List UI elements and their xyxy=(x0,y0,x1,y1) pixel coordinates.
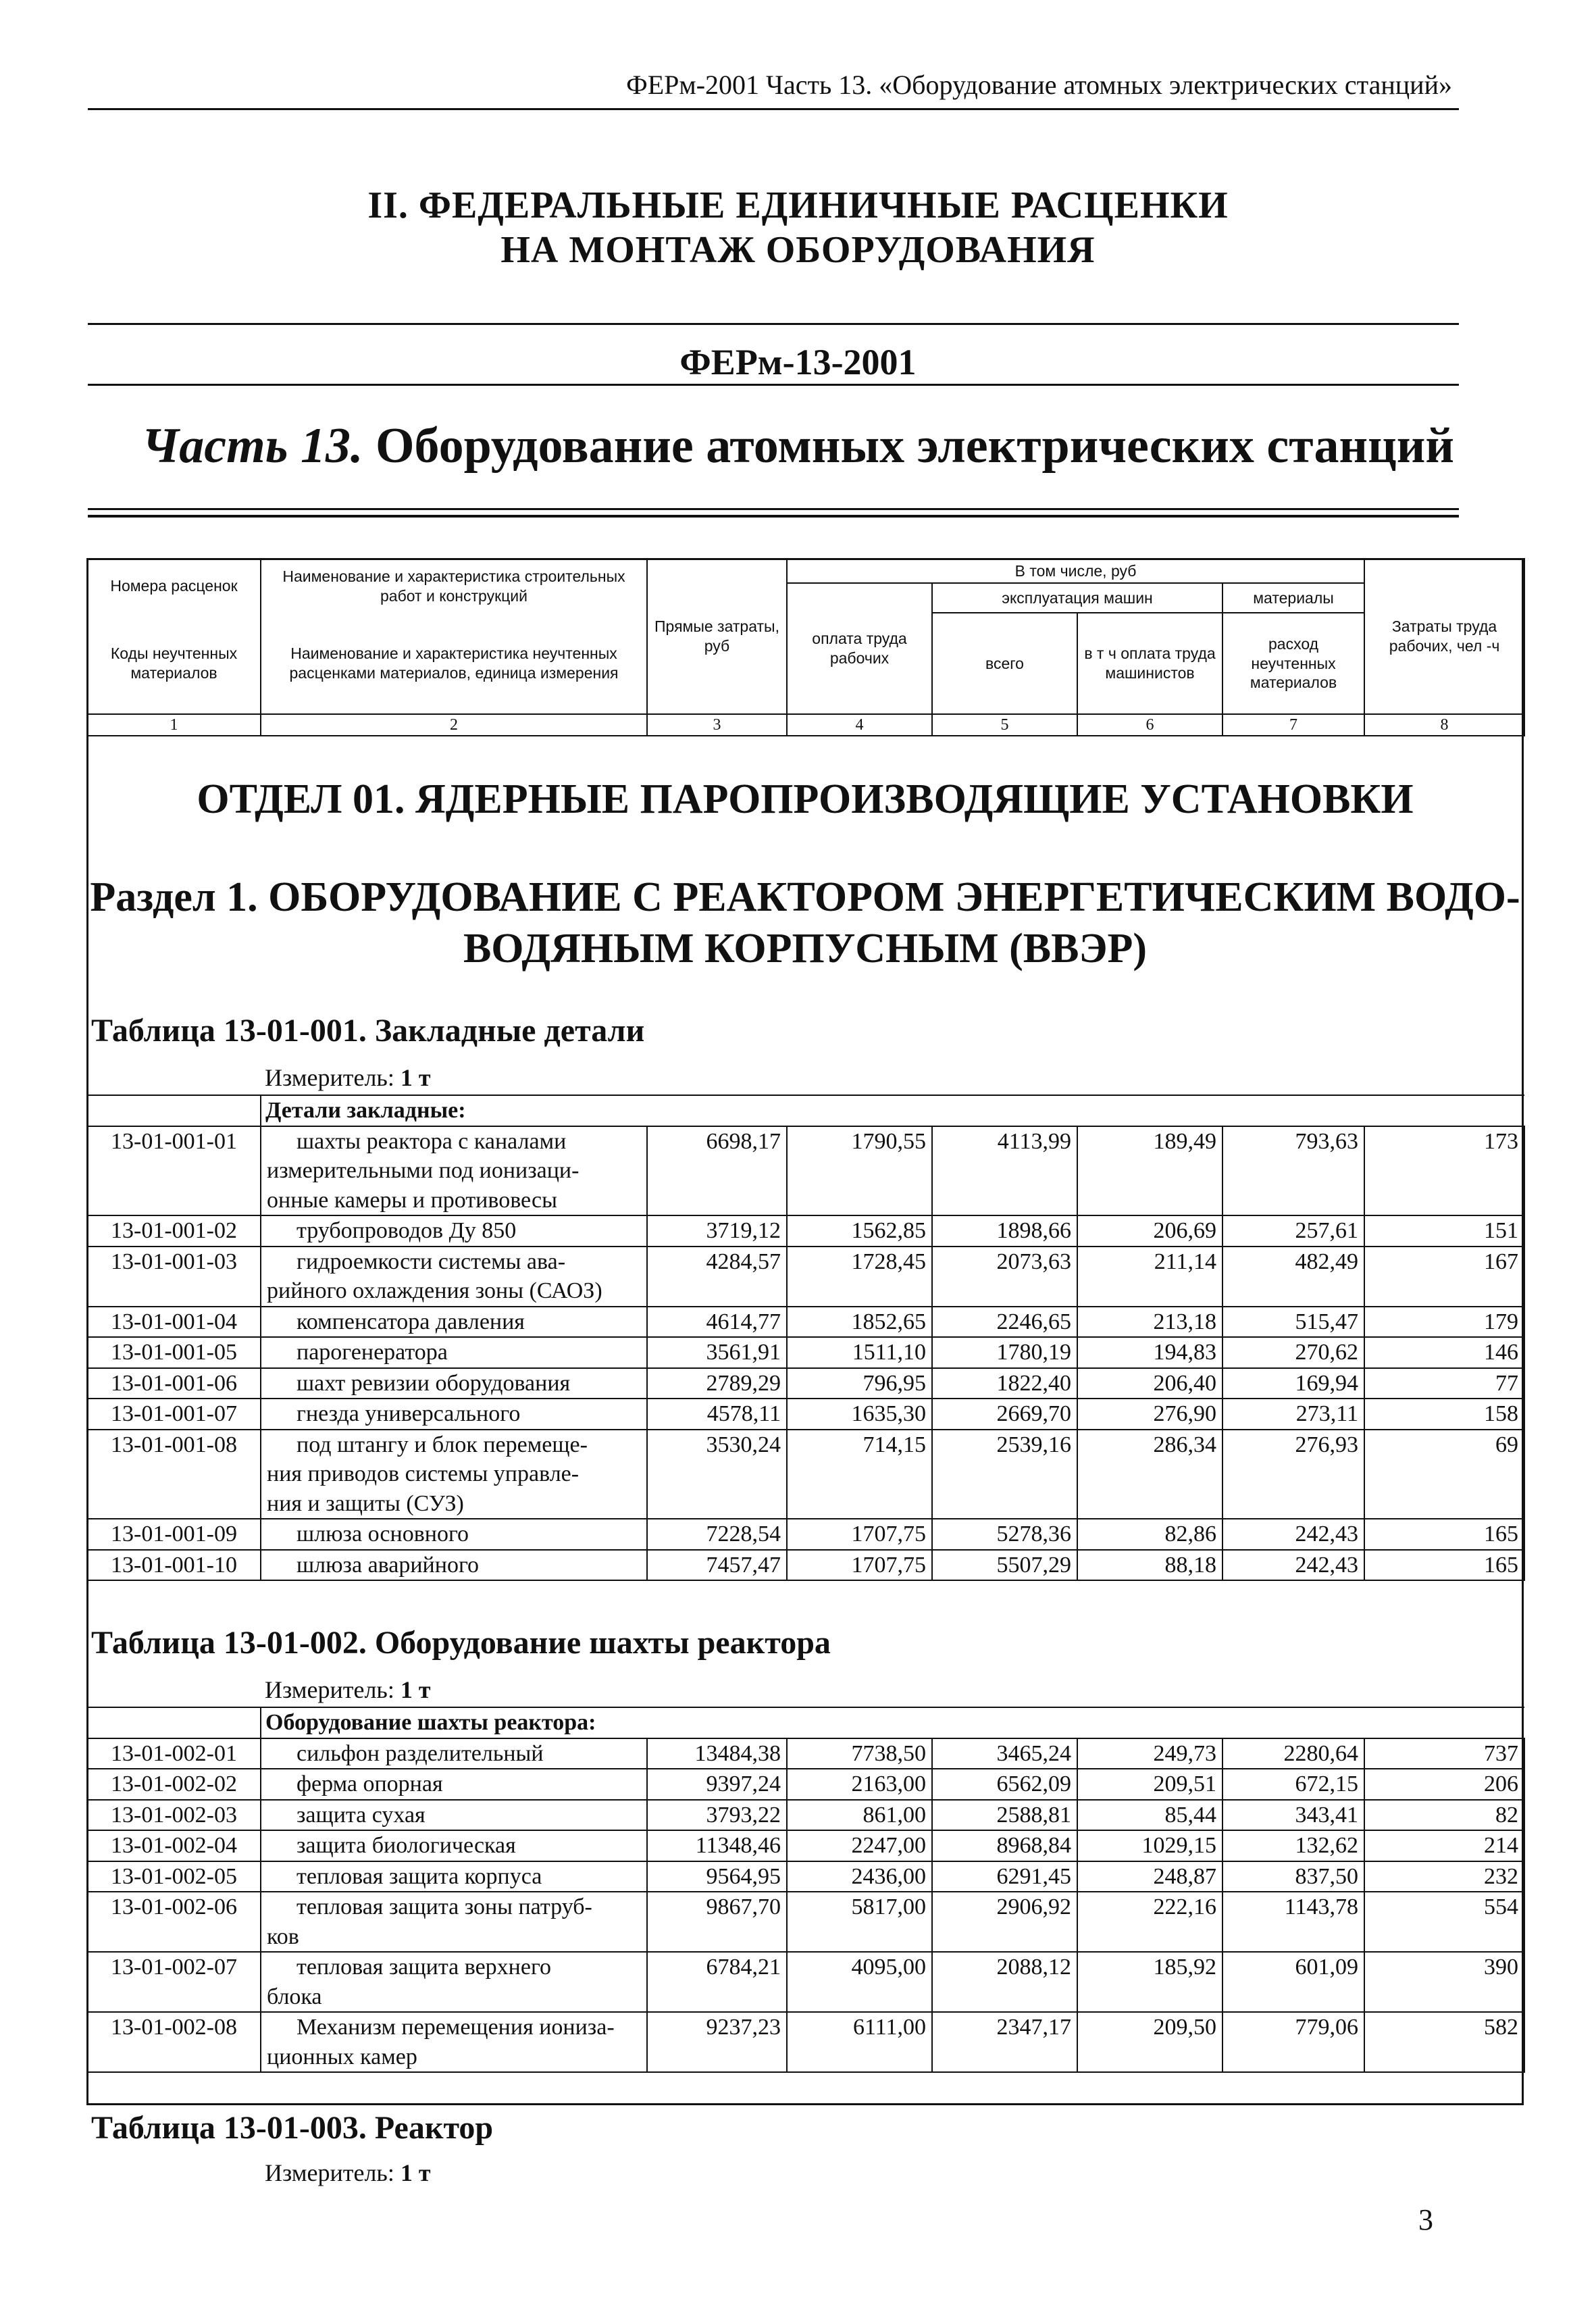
table-row xyxy=(87,1892,1524,1952)
rate-name xyxy=(261,1337,647,1368)
rate-code: 13-01-001-06 xyxy=(87,1368,261,1399)
value-direct: 3530,24 xyxy=(647,1430,787,1519)
value-mat: 601,09 xyxy=(1222,1952,1364,2012)
value-mach-labor: 222,16 xyxy=(1077,1892,1222,1952)
value-mach: 4113,99 xyxy=(932,1126,1077,1216)
rate-name-line: парогенератора xyxy=(297,1340,448,1365)
data-table-001 xyxy=(86,1095,1525,1581)
part-rule-2 xyxy=(88,515,1459,518)
value-hours: 582 xyxy=(1364,2012,1524,2072)
unit-003 xyxy=(265,2159,431,2187)
col-materials-sub: расход неучтенных материалов xyxy=(1222,613,1364,714)
value-mat: 1143,78 xyxy=(1222,1892,1364,1952)
group-heading: Оборудование шахты реактора: xyxy=(261,1707,1524,1738)
value-mach: 6291,45 xyxy=(932,1861,1077,1892)
rate-name xyxy=(261,1892,647,1952)
table-row xyxy=(87,1215,1524,1247)
unit-002 xyxy=(265,1676,431,1704)
rate-name xyxy=(261,1952,647,2012)
value-hours: 77 xyxy=(1364,1368,1524,1399)
value-hours: 173 xyxy=(1364,1126,1524,1216)
header-rule xyxy=(88,108,1459,110)
rate-code: 13-01-001-03 xyxy=(87,1247,261,1307)
table-row xyxy=(87,1519,1524,1550)
value-labor: 7738,50 xyxy=(787,1738,932,1769)
running-header: ФЕРм-2001 Часть 13. «Оборудование атомных электрических станций» xyxy=(626,70,1452,100)
rate-name xyxy=(261,1519,647,1550)
rate-name-line: гнезда универсального xyxy=(297,1401,521,1427)
data-table-002 xyxy=(86,1707,1525,2073)
rate-name xyxy=(261,1399,647,1430)
value-direct: 9397,24 xyxy=(647,1769,787,1800)
rate-name-line: гидроемкости системы ава- xyxy=(297,1249,566,1274)
rate-name xyxy=(261,1550,647,1581)
value-mach: 2669,70 xyxy=(932,1399,1077,1430)
value-mach-labor: 206,69 xyxy=(1077,1215,1222,1247)
table-title-003: Таблица 13-01-003. Реактор xyxy=(91,2110,494,2146)
value-mat: 515,47 xyxy=(1222,1307,1364,1338)
value-labor: 1635,30 xyxy=(787,1399,932,1430)
rate-code: 13-01-001-02 xyxy=(87,1215,261,1247)
table-row xyxy=(87,1337,1524,1368)
col-code-bottom: Коды неучтенных материалов xyxy=(87,613,261,714)
col-number: 5 xyxy=(932,714,1077,736)
rate-name-line: тепловая защита верхнего xyxy=(297,1955,552,1980)
value-mach: 2088,12 xyxy=(932,1952,1077,2012)
value-hours: 151 xyxy=(1364,1215,1524,1247)
value-direct: 4284,57 xyxy=(647,1247,787,1307)
table-row xyxy=(87,1307,1524,1338)
value-mach-labor: 276,90 xyxy=(1077,1399,1222,1430)
table-row xyxy=(87,1861,1524,1892)
rate-name xyxy=(261,1307,647,1338)
value-mach: 1780,19 xyxy=(932,1337,1077,1368)
value-mach-labor: 82,86 xyxy=(1077,1519,1222,1550)
table-row xyxy=(87,1769,1524,1800)
rate-name xyxy=(261,2012,647,2072)
page-number: 3 xyxy=(1418,2203,1433,2236)
value-mach-labor: 286,34 xyxy=(1077,1430,1222,1519)
col-number: 8 xyxy=(1364,714,1524,736)
value-direct: 13484,38 xyxy=(647,1738,787,1769)
value-hours: 737 xyxy=(1364,1738,1524,1769)
unit-value: 1 т xyxy=(400,2159,431,2186)
rate-code: 13-01-001-04 xyxy=(87,1307,261,1338)
table-row xyxy=(87,1550,1524,1581)
value-mach: 2906,92 xyxy=(932,1892,1077,1952)
value-labor: 1790,55 xyxy=(787,1126,932,1216)
table-row xyxy=(87,1430,1524,1519)
value-hours: 158 xyxy=(1364,1399,1524,1430)
value-labor: 1852,65 xyxy=(787,1307,932,1338)
rate-code: 13-01-002-03 xyxy=(87,1800,261,1831)
norm-rule-bottom xyxy=(88,384,1459,386)
value-labor: 1728,45 xyxy=(787,1247,932,1307)
value-direct: 4578,11 xyxy=(647,1399,787,1430)
value-mach: 8968,84 xyxy=(932,1830,1077,1861)
rate-name-line: рийного охлаждения зоны (САОЗ) xyxy=(267,1278,602,1304)
value-labor: 2163,00 xyxy=(787,1769,932,1800)
group-heading: Детали закладные: xyxy=(261,1095,1524,1126)
value-mach: 2347,17 xyxy=(932,2012,1077,2072)
value-labor: 6111,00 xyxy=(787,2012,932,2072)
value-mat: 242,43 xyxy=(1222,1519,1364,1550)
part-number: Часть 13. xyxy=(141,418,363,474)
table-title-002: Таблица 13-01-002. Оборудование шахты реактора xyxy=(91,1625,831,1661)
value-mach: 3465,24 xyxy=(932,1738,1077,1769)
value-labor: 861,00 xyxy=(787,1800,932,1831)
rate-name xyxy=(261,1430,647,1519)
group-code-cell xyxy=(87,1095,261,1126)
value-hours: 167 xyxy=(1364,1247,1524,1307)
value-direct: 6784,21 xyxy=(647,1952,787,2012)
rate-name-line: шахты реактора с каналами xyxy=(297,1128,567,1154)
value-hours: 82 xyxy=(1364,1800,1524,1831)
value-direct: 3561,91 xyxy=(647,1337,787,1368)
norm-rule-top xyxy=(88,323,1459,325)
value-labor: 2436,00 xyxy=(787,1861,932,1892)
value-direct: 9867,70 xyxy=(647,1892,787,1952)
table-row xyxy=(87,1126,1524,1216)
col-machines-labor: в т ч оплата труда машинистов xyxy=(1077,613,1222,714)
rate-name-line: Механизм перемещения иониза- xyxy=(297,2015,615,2040)
rate-code: 13-01-001-07 xyxy=(87,1399,261,1430)
rate-name-line: компенсатора давления xyxy=(297,1309,525,1334)
norm-code: ФЕРм-13-2001 xyxy=(679,342,917,382)
rate-code: 13-01-001-08 xyxy=(87,1430,261,1519)
value-mach-labor: 206,40 xyxy=(1077,1368,1222,1399)
value-hours: 554 xyxy=(1364,1892,1524,1952)
table-row xyxy=(87,1800,1524,1831)
value-mach-labor: 248,87 xyxy=(1077,1861,1222,1892)
col-materials: материалы xyxy=(1222,583,1364,613)
col-direct: Прямые затраты, руб xyxy=(647,559,787,714)
col-number: 7 xyxy=(1222,714,1364,736)
part-rule-1 xyxy=(88,508,1459,510)
rate-name xyxy=(261,1830,647,1861)
rate-name-line: тепловая защита корпуса xyxy=(297,1863,542,1889)
col-machines-total: всего xyxy=(932,613,1077,714)
value-mat: 837,50 xyxy=(1222,1861,1364,1892)
table-row xyxy=(87,2012,1524,2072)
value-mat: 793,63 xyxy=(1222,1126,1364,1216)
value-mach: 1898,66 xyxy=(932,1215,1077,1247)
unit-value: 1 т xyxy=(400,1676,431,1703)
value-mat: 257,61 xyxy=(1222,1215,1364,1247)
value-hours: 146 xyxy=(1364,1337,1524,1368)
section-title-line1: II. ФЕДЕРАЛЬНЫЕ ЕДИНИЧНЫЕ РАСЦЕНКИ xyxy=(367,184,1229,226)
rate-name-line: тепловая защита зоны патруб- xyxy=(297,1894,592,1920)
value-mach: 2588,81 xyxy=(932,1800,1077,1831)
col-labor-pay: оплата труда рабочих xyxy=(787,583,932,714)
value-direct: 7228,54 xyxy=(647,1519,787,1550)
value-mach: 2246,65 xyxy=(932,1307,1077,1338)
rate-name-line: шлюза аварийного xyxy=(297,1552,480,1578)
rate-name-line: под штангу и блок перемеще- xyxy=(297,1432,588,1457)
value-mat: 169,94 xyxy=(1222,1368,1364,1399)
rate-code: 13-01-001-10 xyxy=(87,1550,261,1581)
value-hours: 165 xyxy=(1364,1550,1524,1581)
value-hours: 179 xyxy=(1364,1307,1524,1338)
razdel-title-line1: Раздел 1. ОБОРУДОВАНИЕ С РЕАКТОРОМ ЭНЕРГЕТИЧЕСКИМ ВОДО- xyxy=(90,874,1520,920)
rate-name-line: сильфон разделительный xyxy=(297,1740,544,1766)
value-mat: 779,06 xyxy=(1222,2012,1364,2072)
value-hours: 69 xyxy=(1364,1430,1524,1519)
rate-name-line: блока xyxy=(267,1984,322,2009)
col-name-top: Наименование и характеристика строительных работ и конструкций xyxy=(261,559,647,613)
value-mat: 482,49 xyxy=(1222,1247,1364,1307)
col-number: 3 xyxy=(647,714,787,736)
col-number: 4 xyxy=(787,714,932,736)
value-mat: 343,41 xyxy=(1222,1800,1364,1831)
value-mat: 672,15 xyxy=(1222,1769,1364,1800)
unit-value: 1 т xyxy=(400,1064,431,1091)
part-title xyxy=(0,418,1596,475)
col-number: 1 xyxy=(87,714,261,736)
value-direct: 6698,17 xyxy=(647,1126,787,1216)
rate-name-line: шахт ревизии оборудования xyxy=(297,1370,571,1396)
rate-name xyxy=(261,1247,647,1307)
value-mach: 2539,16 xyxy=(932,1430,1077,1519)
value-mach: 2073,63 xyxy=(932,1247,1077,1307)
value-mat: 242,43 xyxy=(1222,1550,1364,1581)
value-hours: 232 xyxy=(1364,1861,1524,1892)
rate-code: 13-01-002-07 xyxy=(87,1952,261,2012)
rate-name xyxy=(261,1800,647,1831)
value-labor: 1707,75 xyxy=(787,1519,932,1550)
col-machines: эксплуатация машин xyxy=(932,583,1222,613)
value-hours: 165 xyxy=(1364,1519,1524,1550)
value-mach: 5278,36 xyxy=(932,1519,1077,1550)
value-mat: 270,62 xyxy=(1222,1337,1364,1368)
section-title-line2: НА МОНТАЖ ОБОРУДОВАНИЯ xyxy=(500,229,1096,271)
value-mach-labor: 1029,15 xyxy=(1077,1830,1222,1861)
table-row xyxy=(87,1368,1524,1399)
col-name-bottom: Наименование и характеристика неучтенных расценками материалов, единица измерения xyxy=(261,613,647,714)
value-mach: 6562,09 xyxy=(932,1769,1077,1800)
rate-code: 13-01-001-09 xyxy=(87,1519,261,1550)
value-mach-labor: 85,44 xyxy=(1077,1800,1222,1831)
value-labor: 796,95 xyxy=(787,1368,932,1399)
rate-code: 13-01-002-04 xyxy=(87,1830,261,1861)
column-header-table xyxy=(86,558,1525,736)
value-labor: 1511,10 xyxy=(787,1337,932,1368)
rate-name-line: ния и защиты (СУЗ) xyxy=(267,1490,464,1516)
value-mach: 1822,40 xyxy=(932,1368,1077,1399)
value-hours: 206 xyxy=(1364,1769,1524,1800)
rate-name-line: ферма опорная xyxy=(297,1771,443,1797)
rate-name-line: шлюза основного xyxy=(297,1521,469,1547)
rate-code: 13-01-002-02 xyxy=(87,1769,261,1800)
rate-name xyxy=(261,1215,647,1247)
value-mach-labor: 185,92 xyxy=(1077,1952,1222,2012)
value-direct: 9564,95 xyxy=(647,1861,787,1892)
value-direct: 2789,29 xyxy=(647,1368,787,1399)
rate-name-line: ния приводов системы управле- xyxy=(267,1461,580,1487)
rate-code: 13-01-002-05 xyxy=(87,1861,261,1892)
value-direct: 7457,47 xyxy=(647,1550,787,1581)
rate-name xyxy=(261,1738,647,1769)
rate-name xyxy=(261,1126,647,1216)
group-code-cell xyxy=(87,1707,261,1738)
value-labor: 4095,00 xyxy=(787,1952,932,2012)
rate-code: 13-01-001-05 xyxy=(87,1337,261,1368)
rate-name xyxy=(261,1368,647,1399)
value-mach: 5507,29 xyxy=(932,1550,1077,1581)
value-labor: 1562,85 xyxy=(787,1215,932,1247)
rate-code: 13-01-002-01 xyxy=(87,1738,261,1769)
table-row xyxy=(87,1830,1524,1861)
value-mach-labor: 194,83 xyxy=(1077,1337,1222,1368)
rate-name xyxy=(261,1861,647,1892)
rate-code: 13-01-002-06 xyxy=(87,1892,261,1952)
table-row xyxy=(87,1738,1524,1769)
table-title-001: Таблица 13-01-001. Закладные детали xyxy=(91,1013,645,1049)
value-mat: 273,11 xyxy=(1222,1399,1364,1430)
rate-name-line: измерительными под ионизаци- xyxy=(267,1158,580,1184)
value-labor: 5817,00 xyxy=(787,1892,932,1952)
table-row xyxy=(87,1952,1524,2012)
value-labor: 714,15 xyxy=(787,1430,932,1519)
value-direct: 3719,12 xyxy=(647,1215,787,1247)
value-mach-labor: 249,73 xyxy=(1077,1738,1222,1769)
value-direct: 9237,23 xyxy=(647,2012,787,2072)
col-labor-cost: Затраты труда рабочих, чел -ч xyxy=(1364,559,1524,714)
value-mat: 132,62 xyxy=(1222,1830,1364,1861)
unit-label: Измеритель: xyxy=(265,1676,394,1703)
value-mach-labor: 88,18 xyxy=(1077,1550,1222,1581)
value-mat: 2280,64 xyxy=(1222,1738,1364,1769)
unit-label: Измеритель: xyxy=(265,1064,394,1091)
value-labor: 1707,75 xyxy=(787,1550,932,1581)
value-mach-labor: 209,50 xyxy=(1077,2012,1222,2072)
part-name: Оборудование атомных электрических станций xyxy=(376,418,1455,474)
rate-name-line: защита биологическая xyxy=(297,1833,516,1859)
value-direct: 11348,46 xyxy=(647,1830,787,1861)
value-mach-labor: 213,18 xyxy=(1077,1307,1222,1338)
razdel-title-line2: ВОДЯНЫМ КОРПУСНЫМ (ВВЭР) xyxy=(463,926,1148,972)
unit-001 xyxy=(265,1063,431,1092)
value-direct: 4614,77 xyxy=(647,1307,787,1338)
rate-code: 13-01-001-01 xyxy=(87,1126,261,1216)
rate-name-line: трубопроводов Ду 850 xyxy=(297,1218,517,1244)
value-mach-labor: 209,51 xyxy=(1077,1769,1222,1800)
rate-code: 13-01-002-08 xyxy=(87,2012,261,2072)
value-direct: 3793,22 xyxy=(647,1800,787,1831)
table-row xyxy=(87,1399,1524,1430)
col-number: 2 xyxy=(261,714,647,736)
value-labor: 2247,00 xyxy=(787,1830,932,1861)
col-code-top: Номера расценок xyxy=(87,559,261,613)
value-mat: 276,93 xyxy=(1222,1430,1364,1519)
rate-name-line: онные камеры и противовесы xyxy=(267,1187,557,1213)
value-hours: 390 xyxy=(1364,1952,1524,2012)
otdel-title: ОТДЕЛ 01. ЯДЕРНЫЕ ПАРОПРОИЗВОДЯЩИЕ УСТАНОВКИ xyxy=(197,776,1414,822)
rate-name-line: защита сухая xyxy=(297,1802,426,1828)
rate-name-line: ков xyxy=(267,1923,299,1949)
col-number: 6 xyxy=(1077,714,1222,736)
value-mach-labor: 211,14 xyxy=(1077,1247,1222,1307)
table-row xyxy=(87,1247,1524,1307)
rate-name xyxy=(261,1769,647,1800)
value-hours: 214 xyxy=(1364,1830,1524,1861)
unit-label: Измеритель: xyxy=(265,2159,394,2186)
rate-name-line: ционных камер xyxy=(267,2044,417,2069)
value-mach-labor: 189,49 xyxy=(1077,1126,1222,1216)
col-including: В том числе, руб xyxy=(787,559,1364,583)
